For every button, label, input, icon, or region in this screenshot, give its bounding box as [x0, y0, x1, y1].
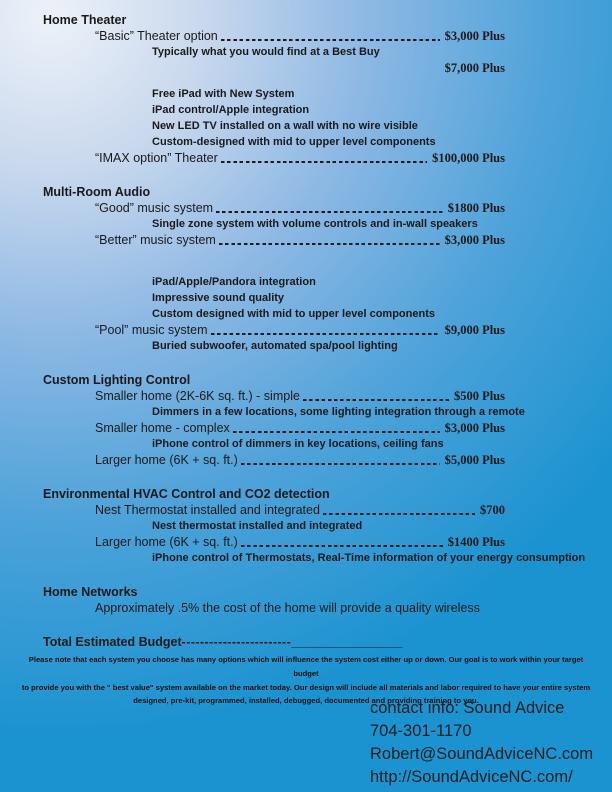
section-title: Multi-Room Audio	[43, 185, 151, 199]
dash-leader	[221, 39, 440, 41]
detail-line	[152, 44, 505, 60]
fine-print-line: to provide you with the " best value" system available on the market today. Our design will include all materials and labor required to have your entire system	[21, 682, 591, 692]
line-label: Typically what you would find at a Best Buy	[152, 46, 380, 58]
line-label: Custom-designed with mid to upper level components	[152, 136, 436, 148]
line-label: Nest Thermostat installed and integrated	[95, 503, 320, 517]
line-label: iPad/Apple/Pandora integration	[152, 276, 316, 288]
detail-line	[152, 306, 505, 322]
line-label: iPhone control of dimmers in key locations, ceiling fans	[152, 438, 444, 450]
fine-print-line: designed, pre-kit, programmed, installed, debugged, documented and providing training to you.	[133, 696, 479, 706]
price-label: $7,000 Plus	[444, 61, 505, 75]
dash-leader	[219, 243, 440, 245]
line-label: Custom designed with mid to upper level components	[152, 308, 435, 320]
line-label: Smaller home (2K-6K sq. ft.) - simple	[95, 389, 300, 403]
dash-leader	[211, 333, 440, 335]
section	[0, 486, 612, 566]
total-budget-line	[43, 634, 612, 650]
line-label: Smaller home - complex	[95, 421, 230, 435]
detail-line	[152, 102, 505, 118]
line-label: “Pool” music system	[95, 323, 208, 337]
price-label: $700	[480, 503, 505, 517]
price-line	[95, 150, 505, 166]
dash-leader	[216, 211, 443, 213]
section-title: Custom Lighting Control	[43, 373, 191, 387]
price-line	[95, 232, 505, 248]
line-label: “Better” music system	[95, 233, 216, 247]
section	[0, 184, 612, 354]
detail-line	[152, 118, 505, 134]
price-line	[95, 28, 505, 44]
line-label: “Good” music system	[95, 201, 214, 215]
price-label: $9,000 Plus	[444, 323, 505, 337]
price-label: $5,000 Plus	[444, 453, 505, 467]
detail-line	[152, 338, 505, 354]
line-label: iPad control/Apple integration	[152, 104, 310, 116]
detail-line	[152, 86, 505, 102]
price-line	[95, 420, 505, 436]
row-spacer	[95, 248, 505, 274]
dash-leader	[303, 399, 449, 401]
dash-leader	[323, 513, 475, 515]
contact-email[interactable]: Robert@SoundAdviceNC.com	[370, 745, 594, 763]
dash-leader	[221, 161, 427, 163]
total-blank-line: ________________	[291, 635, 403, 649]
section-rows	[95, 502, 586, 566]
price-line	[95, 534, 505, 550]
price-line	[95, 322, 505, 338]
section	[0, 584, 612, 616]
price-line	[95, 200, 505, 216]
price-label: $3,000 Plus	[444, 421, 505, 435]
price-label: $3,000 Plus	[444, 233, 505, 247]
dash-leader	[241, 463, 440, 465]
line-label: “Basic” Theater option	[95, 29, 218, 43]
detail-line	[152, 216, 505, 232]
price-line	[95, 388, 505, 404]
sections-container	[0, 12, 612, 616]
detail-line	[152, 290, 505, 306]
price-line	[95, 600, 505, 616]
line-label: iPhone control of Thermostats, Real-Time information of your energy consumption	[152, 552, 586, 564]
line-label: New LED TV installed on a wall with no wire visible	[152, 120, 418, 132]
section	[0, 12, 612, 166]
section-title: Home Networks	[43, 585, 138, 599]
section-rows	[95, 28, 505, 166]
total-dash-leader: ------------------------	[181, 635, 292, 649]
line-label: Dimmers in a few locations, some lighting integration through a remote	[152, 406, 525, 418]
price-label: $500 Plus	[453, 389, 505, 403]
section-title: Environmental HVAC Control and CO2 detection	[43, 487, 330, 501]
contact-url[interactable]: http://SoundAdviceNC.com/	[370, 768, 573, 786]
section	[0, 372, 612, 468]
line-label: Larger home (6K + sq. ft.)	[95, 453, 238, 467]
section-rows	[95, 600, 505, 616]
price-line	[95, 502, 505, 518]
detail-line	[152, 274, 505, 290]
contact-phone: 704-301-1170	[370, 722, 472, 740]
detail-line	[152, 518, 505, 534]
detail-line	[152, 550, 586, 566]
line-label: Nest thermostat installed and integrated	[152, 520, 363, 532]
price-line	[95, 452, 505, 468]
detail-line	[152, 436, 505, 452]
contact-info-line: contact info: Sound Advice	[370, 699, 565, 717]
section-title: Home Theater	[43, 13, 127, 27]
price-label: $3,000 Plus	[444, 29, 505, 43]
detail-line	[152, 134, 505, 150]
dash-leader	[241, 545, 443, 547]
price-label: $1800 Plus	[447, 201, 505, 215]
row-spacer	[95, 76, 505, 86]
line-label: Buried subwoofer, automated spa/pool lighting	[152, 340, 398, 352]
contact-block	[370, 697, 593, 789]
section-rows	[95, 388, 525, 468]
section-rows	[95, 200, 505, 354]
line-label: Impressive sound quality	[152, 292, 285, 304]
line-label: Free iPad with New System	[152, 88, 295, 100]
line-label: “IMAX option” Theater	[95, 151, 218, 165]
line-label: Larger home (6K + sq. ft.)	[95, 535, 238, 549]
line-label: Single zone system with volume controls and in-wall speakers	[152, 218, 478, 230]
dash-leader	[233, 431, 440, 433]
price-label: $1400 Plus	[447, 535, 505, 549]
detail-line	[152, 404, 525, 420]
fine-print-line: Please note that each system you choose has many options which will influence the system cost either up or down. Our goal is to work within your target budget	[28, 655, 584, 678]
price-label: $100,000 Plus	[432, 151, 505, 165]
total-budget-label: Total Estimated Budget	[43, 635, 182, 649]
price-line	[95, 60, 505, 76]
line-label: Approximately .5% the cost of the home will provide a quality wireless	[95, 601, 480, 615]
